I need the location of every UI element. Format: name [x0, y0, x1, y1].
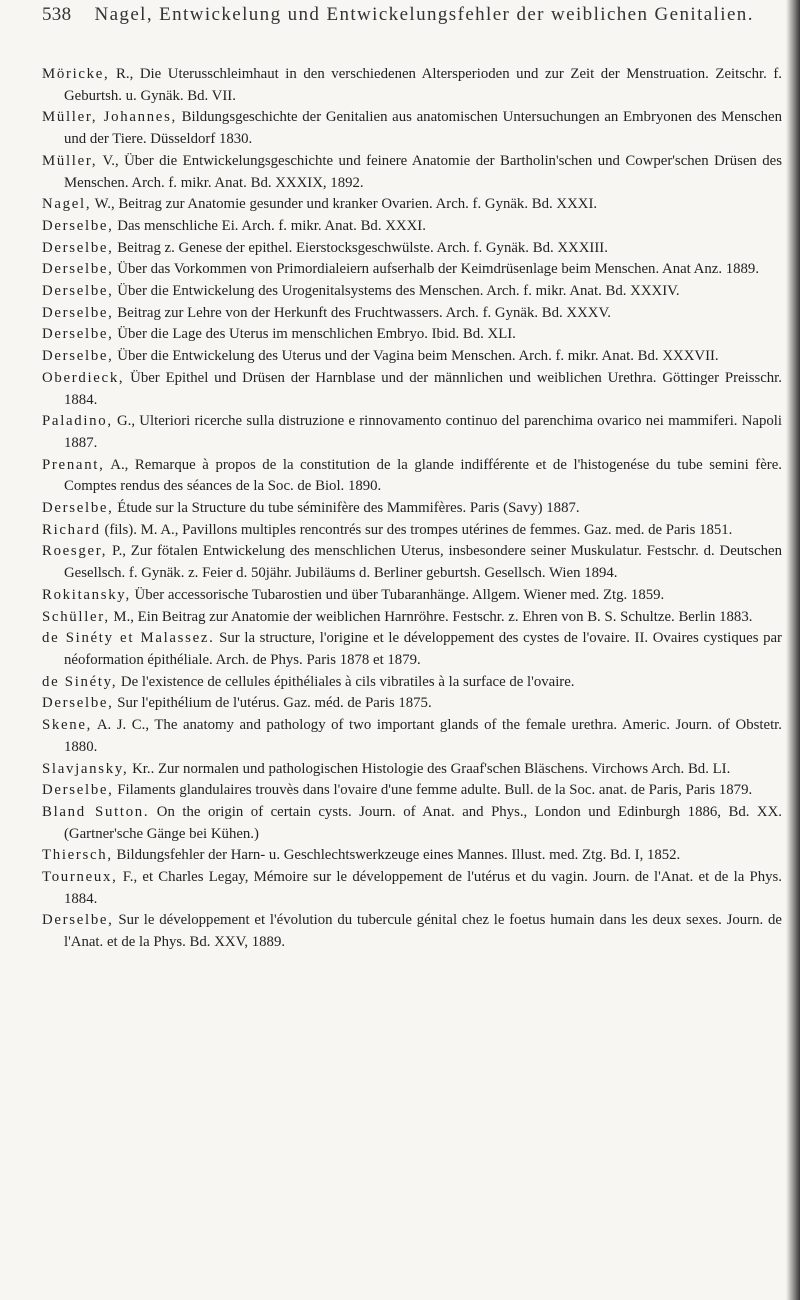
reference-entry	[42, 520, 782, 542]
reference-text: A. J. C., The anatomy and pathology of two important glands of the female urethra. Americ. Journ. of Obstetr. 1880.	[64, 717, 782, 755]
reference-text: Über accessorische Tubarostien und über Tubaranhänge. Allgem. Wiener med. Ztg. 1859.	[130, 586, 665, 603]
reference-text: Bildungsfehler der Harn- u. Geschlechtswerkzeuge eines Mannes. Illust. med. Ztg. Bd. I, 1852.	[112, 847, 681, 864]
reference-entry	[42, 910, 782, 953]
reference-text: Über die Entwickelung des Uterus und der Vagina beim Menschen. Arch. f. mikr. Anat. Bd. XXXVII.	[113, 348, 719, 365]
reference-text: Bildungsgeschichte der Genitalien aus anatomischen Untersuchungen an Embryonen des Menschen und der Tiere. Düsseldorf 1830.	[64, 109, 782, 148]
reference-text: Étude sur la Structure du tube séminifère des Mammifères. Paris (Savy) 1887.	[113, 500, 580, 517]
reference-entry	[42, 759, 782, 781]
reference-author: Tourneux,	[42, 869, 118, 886]
reference-author: Derselbe,	[42, 912, 114, 929]
reference-entry	[42, 585, 782, 607]
reference-entry	[42, 346, 782, 368]
reference-text: Beitrag zur Lehre von der Herkunft des Fruchtwassers. Arch. f. Gynäk. Bd. XXXV.	[113, 304, 611, 321]
reference-author: Derselbe,	[42, 326, 114, 343]
reference-author: de Sinéty et Malassez.	[42, 630, 215, 647]
reference-entry	[42, 281, 782, 303]
reference-entry	[42, 151, 782, 194]
reference-author: Derselbe,	[42, 500, 114, 517]
reference-text: (fils). M. A., Pavillons multiples rencontrés sur des trompes utérines de femmes. Gaz. med. de Paris 1851.	[100, 521, 733, 538]
reference-entry	[42, 194, 782, 216]
reference-author: Derselbe,	[42, 304, 114, 321]
reference-entry	[42, 303, 782, 325]
reference-author: Derselbe,	[42, 348, 114, 365]
reference-text: Das menschliche Ei. Arch. f. mikr. Anat. Bd. XXXI.	[113, 217, 426, 234]
reference-author: Rokitansky,	[42, 586, 131, 603]
reference-entry	[42, 259, 782, 281]
reference-text: Über Epithel und Drüsen der Harnblase und der männlichen und weiblichen Urethra. Göttinger Preisschr. 1884.	[64, 369, 782, 408]
reference-text: F., et Charles Legay, Mémoire sur le développement de l'utérus et du vagin. Journ. de l'Anat. et de la Phys. 1884.	[64, 869, 782, 907]
reference-text: Über die Lage des Uterus im menschlichen Embryo. Ibid. Bd. XLI.	[113, 326, 516, 343]
reference-text: P., Zur fötalen Entwickelung des menschlichen Uterus, insbesondere seiner Muskulatur. Festschr. d. Deutschen Gesellsch. f. Gynäk. z. Feier d. 50jähr. Jubiläums d. Berliner geburtsh. Gesellsch. Wien 1894.	[64, 543, 782, 582]
reference-author: Roesger,	[42, 543, 108, 560]
reference-entry	[42, 216, 782, 238]
reference-author: Schüller,	[42, 608, 110, 625]
reference-text: De l'existence de cellules épithéliales à cils vibratiles à la surface de l'ovaire.	[117, 673, 575, 690]
reference-entry	[42, 628, 782, 671]
reference-entry	[42, 541, 782, 584]
reference-author: Nagel,	[42, 196, 92, 213]
reference-text: Sur la structure, l'origine et le développement des cystes de l'ovaire. II. Ovaires cystiques par néoformation épithéliale. Arch. de Phys. Paris 1878 et 1879.	[64, 630, 782, 668]
reference-author: Derselbe,	[42, 261, 114, 278]
reference-text: Sur l'epithélium de l'utérus. Gaz. méd. de Paris 1875.	[113, 695, 432, 712]
reference-text: M., Ein Beitrag zur Anatomie der weiblichen Harnröhre. Festschr. z. Ehren von B. S. Schultze. Berlin 1883.	[109, 608, 753, 625]
running-header	[42, 4, 780, 26]
reference-entry	[42, 845, 782, 867]
reference-entry	[42, 324, 782, 346]
reference-text: A., Remarque à propos de la constitution de la glande indifférente et de l'histogenése du tube semini fère. Comptes rendus des séances de la Soc. de Biol. 1890.	[64, 456, 782, 495]
reference-entry	[42, 411, 782, 454]
reference-entry	[42, 802, 782, 845]
reference-entry	[42, 368, 782, 411]
reference-author: Skene,	[42, 717, 93, 734]
reference-text: W., Beitrag zur Anatomie gesunder und kranker Ovarien. Arch. f. Gynäk. Bd. XXXI.	[91, 196, 598, 213]
reference-entry	[42, 867, 782, 910]
reference-author: Derselbe,	[42, 782, 114, 799]
reference-text: Sur le développement et l'évolution du tubercule génital chez le foetus humain dans les deux sexes. Journ. de l'Anat. et de la Phys. Bd. XXV, 1889.	[64, 912, 782, 951]
reference-text: Filaments glandulaires trouvès dans l'ovaire d'une femme adulte. Bull. de la Soc. anat. de Paris, Paris 1879.	[113, 782, 753, 799]
reference-entry	[42, 498, 782, 520]
reference-text: Kr.. Zur normalen und pathologischen Histologie des Graaf'schen Bläschens. Virchows Arch. Bd. LI.	[128, 760, 731, 777]
reference-entry	[42, 64, 782, 107]
reference-author: Derselbe,	[42, 283, 114, 300]
reference-author: Oberdieck,	[42, 369, 125, 386]
reference-entry	[42, 107, 782, 150]
reference-text: G., Ulteriori ricerche sulla distruzione e rinnovamento continuo del parenchima ovarico nei mammiferi. Napoli 1887.	[64, 413, 782, 451]
reference-author: Möricke,	[42, 66, 110, 82]
reference-author: Müller,	[42, 152, 98, 169]
reference-author: Derselbe,	[42, 217, 114, 234]
reference-entry	[42, 693, 782, 715]
reference-author: Prenant,	[42, 456, 105, 473]
reference-author: de Sinéty,	[42, 673, 118, 690]
running-title: Nagel, Entwickelung und Entwickelungsfehler der weiblichen Genitalien.	[94, 4, 754, 25]
reference-text: R., Die Uterusschleimhaut in den verschiedenen Altersperioden und zur Zeit der Menstruation. Zeitschr. f. Geburtsh. u. Gynäk. Bd. VII.	[64, 66, 782, 104]
reference-author: Derselbe,	[42, 695, 114, 712]
reference-entry	[42, 672, 782, 694]
reference-entry	[42, 780, 782, 802]
page-number: 538	[42, 4, 72, 25]
reference-entry	[42, 238, 782, 260]
reference-text: On the origin of certain cysts. Journ. of Anat. and Phys., London und Edinburgh 1886, Bd. XX. (Gartner'sche Gänge bei Kühen.)	[64, 803, 782, 842]
reference-author: Paladino,	[42, 413, 113, 430]
reference-text: Über die Entwickelung des Urogenitalsystems des Menschen. Arch. f. mikr. Anat. Bd. XXXIV.	[113, 283, 680, 300]
reference-entry	[42, 455, 782, 498]
reference-author: Müller, Johannes,	[42, 109, 177, 126]
bibliography-list	[42, 64, 782, 954]
reference-text: V., Über die Entwickelungsgeschichte und feinere Anatomie der Bartholin'schen und Cowper'schen Drüsen des Menschen. Arch. f. mikr. Anat. Bd. XXXIX, 1892.	[64, 152, 782, 191]
reference-author: Slavjansky,	[42, 760, 129, 777]
reference-author: Derselbe,	[42, 239, 114, 256]
page-edge-shadow	[786, 0, 800, 1300]
reference-author: Bland Sutton.	[42, 803, 150, 820]
reference-text: Beitrag z. Genese der epithel. Eierstocksgeschwülste. Arch. f. Gynäk. Bd. XXXIII.	[113, 239, 608, 256]
reference-author: Thiersch,	[42, 847, 113, 864]
reference-text: Über das Vorkommen von Primordialeiern aufserhalb der Keimdrüsenlage beim Menschen. Anat Anz. 1889.	[113, 261, 760, 278]
reference-author: Richard	[42, 521, 101, 538]
reference-entry	[42, 715, 782, 758]
reference-entry	[42, 607, 782, 629]
